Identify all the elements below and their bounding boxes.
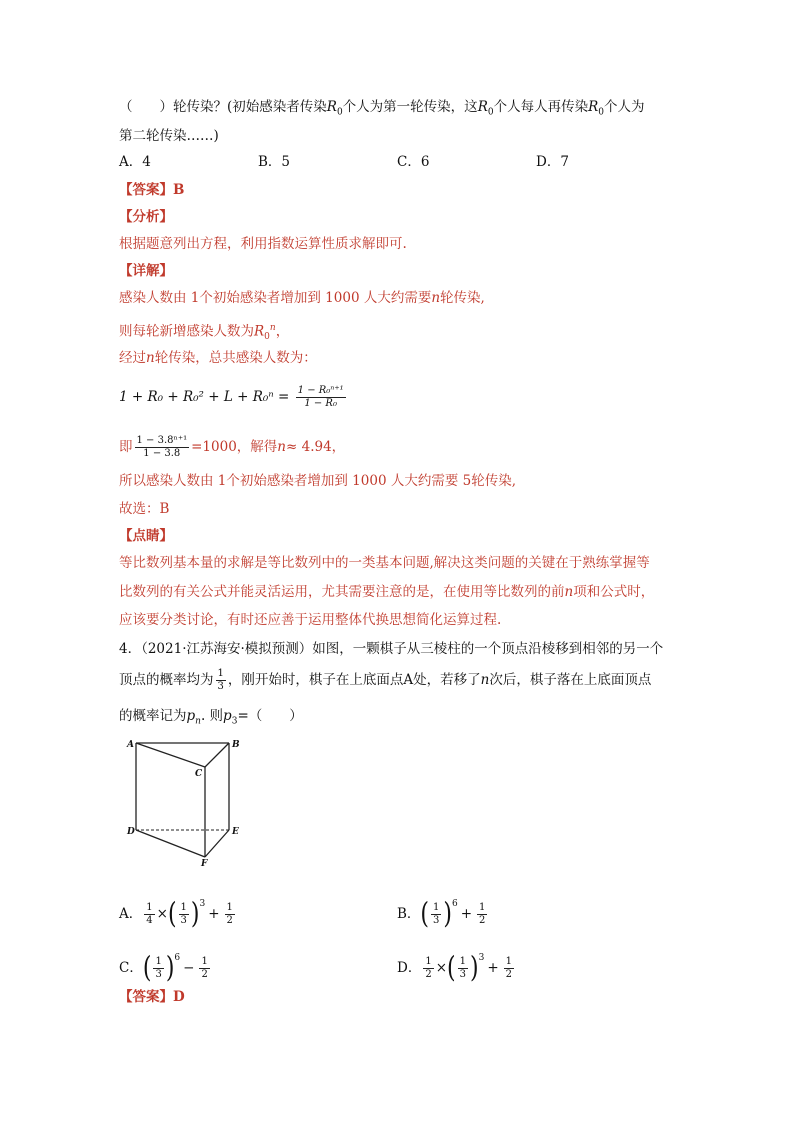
coef-fraction xyxy=(144,902,154,927)
vertex-label-a: A xyxy=(127,740,134,750)
right-paren: ) xyxy=(443,897,452,931)
r0-symbol: R xyxy=(588,99,599,115)
q3-stem-text: 个人为第一轮传染，这 xyxy=(342,99,478,115)
fraction-denominator: 3 xyxy=(217,681,224,692)
q4-option-b xyxy=(397,886,489,931)
q3-stem-text: （ ）轮传染？(初始感染者传染 xyxy=(119,99,327,115)
equation-text: =1000，解得 xyxy=(191,439,278,455)
left-paren: ( xyxy=(447,951,456,985)
vertex-label-b: B xyxy=(232,740,240,750)
q3-option-a: A．4 xyxy=(119,154,151,170)
option-prefix: B． xyxy=(397,906,421,922)
inner-fraction xyxy=(153,956,163,981)
q3-option-b: B．5 xyxy=(258,154,291,170)
fraction-numerator: 1 xyxy=(155,956,162,967)
q4-option-d xyxy=(397,940,516,985)
choose-line: 故选：B xyxy=(119,501,170,517)
comment-text: 项和公式时， xyxy=(573,584,655,600)
comment-text: 比数列的有关公式并能灵活运用，尤其需要注意的是，在使用等比数列的前 xyxy=(119,584,565,600)
n-symbol: n xyxy=(431,290,441,306)
triangular-prism-diagram xyxy=(119,735,249,870)
equation-line xyxy=(119,432,345,462)
fraction-numerator: 1 xyxy=(425,956,432,967)
option-prefix: C． xyxy=(119,960,143,976)
operator: + xyxy=(208,906,220,922)
equation-prefix: 即 xyxy=(119,439,133,455)
q4-text: =（ ） xyxy=(237,708,303,724)
q3-option-c: C．6 xyxy=(397,154,430,170)
inner-fraction xyxy=(458,956,468,981)
fraction-denominator: 2 xyxy=(226,915,233,926)
fraction-numerator: 1 xyxy=(146,902,153,913)
comment-line1: 等比数列基本量的求解是等比数列中的一类基本问题,解决这类问题的关键在于熟练掌握等 xyxy=(119,555,650,571)
q4-line3 xyxy=(119,706,303,732)
right-paren: ) xyxy=(190,897,200,931)
fraction-denominator: 2 xyxy=(201,969,208,980)
exponent: 6 xyxy=(174,953,181,963)
q3-option-d: D．7 xyxy=(536,154,569,170)
times-sign: × xyxy=(156,906,168,922)
right-paren: ) xyxy=(165,951,175,985)
detail-text: 轮传染，总共感染人数为： xyxy=(154,350,317,366)
left-paren: ( xyxy=(142,951,152,985)
fraction-numerator: 1 xyxy=(226,902,233,913)
const-fraction xyxy=(477,902,487,927)
const-fraction xyxy=(199,956,209,981)
left-paren: ( xyxy=(420,897,430,931)
vertex-label-c: C xyxy=(195,769,203,779)
times-sign: × xyxy=(435,960,448,976)
r0-sub: 0 xyxy=(336,107,343,118)
option-prefix: A． xyxy=(119,906,143,922)
p-sub-3: 3 xyxy=(231,716,238,727)
detail-line1 xyxy=(119,288,485,308)
detail-text: 则每轮新增感染人数为 xyxy=(119,323,254,340)
n-symbol: n xyxy=(277,439,286,455)
q4-answer: 【答案】D xyxy=(119,989,185,1005)
r0-symbol: R xyxy=(477,99,488,115)
equation-numerator: 1 − 3.8ⁿ⁺¹ xyxy=(136,435,188,446)
one-third-fraction xyxy=(216,668,226,693)
q3-stem-text: 个人每人再传染 xyxy=(493,99,589,115)
q4-option-a xyxy=(119,886,237,931)
formula-lhs: 1 + R₀ + R₀² + L + R₀ⁿ = xyxy=(119,389,290,405)
q4-text: . 则 xyxy=(200,708,224,724)
q4-text: 次后，棋子落在上底面顶点 xyxy=(489,672,652,688)
q3-stem-text: 个人为 xyxy=(604,99,645,115)
n-symbol: n xyxy=(480,672,490,688)
equation-denominator: 1 − 3.8 xyxy=(143,448,181,459)
q3-stem-line1 xyxy=(119,97,645,123)
equation-text: ≈ 4.94， xyxy=(286,439,346,455)
analysis-heading: 【分析】 xyxy=(119,209,173,225)
n-symbol: n xyxy=(146,350,155,366)
q4-line1: 4．（2021·江苏海安·模拟预测）如图，一颗棋子从三棱柱的一个顶点沿棱移到相邻的另一个 xyxy=(119,641,664,657)
conclusion-line: 所以感染人数由 1个初始感染者增加到 1000 人大约需要 5轮传染, xyxy=(119,473,516,489)
option-prefix: D． xyxy=(397,960,422,976)
fraction-numerator: 1 xyxy=(459,956,466,967)
analysis-text: 根据题意列出方程，利用指数运算性质求解即可. xyxy=(119,236,407,252)
q4-text: 的概率记为 xyxy=(119,708,187,724)
vertex-label-d: D xyxy=(127,827,135,837)
fraction-denominator: 2 xyxy=(505,969,512,980)
fraction-denominator: 3 xyxy=(180,915,187,926)
inner-fraction xyxy=(431,902,441,927)
n-exponent: n xyxy=(269,323,276,333)
q4-text: ，刚开始时，棋子在上底面点A处，若移了 xyxy=(227,672,481,688)
vertex-label-e: E xyxy=(232,827,239,837)
left-paren: ( xyxy=(167,897,177,931)
p-symbol: p xyxy=(223,708,232,724)
detail-text: 轮传染, xyxy=(440,290,485,306)
formula-denominator: 1 − R₀ xyxy=(304,398,337,409)
operator: − xyxy=(183,960,195,976)
r0-sub: 0 xyxy=(598,107,604,118)
fraction-numerator: 1 xyxy=(505,956,512,967)
comment-line2 xyxy=(119,582,654,602)
coef-fraction xyxy=(423,956,433,981)
inner-fraction xyxy=(179,902,189,927)
detail-line2 xyxy=(119,318,289,347)
sum-formula xyxy=(119,380,348,414)
fraction-numerator: 1 xyxy=(433,902,440,913)
q4-option-c xyxy=(119,940,212,985)
operator: + xyxy=(460,906,473,922)
detail-heading: 【详解】 xyxy=(119,263,173,279)
p-sub-n: n xyxy=(195,716,201,727)
r0-sub: 0 xyxy=(264,332,270,343)
fraction-numerator: 1 xyxy=(217,668,224,679)
operator: + xyxy=(487,960,499,976)
const-fraction xyxy=(504,956,514,981)
r0-symbol: R xyxy=(254,323,265,340)
fraction-denominator: 2 xyxy=(425,969,432,980)
const-fraction xyxy=(225,902,235,927)
formula-fraction xyxy=(296,385,346,410)
q3-answer: 【答案】B xyxy=(119,182,185,198)
formula-numerator: 1 − R₀ⁿ⁺¹ xyxy=(297,385,344,396)
exponent: 3 xyxy=(199,899,206,909)
detail-text: ， xyxy=(275,323,290,340)
right-paren: ) xyxy=(469,951,479,985)
comment-line3: 应该要分类讨论，有时还应善于运用整体代换思想简化运算过程. xyxy=(119,612,502,628)
detail-text: 感染人数由 1个初始感染者增加到 1000 人大约需要 xyxy=(119,290,432,306)
fraction-numerator: 1 xyxy=(180,902,187,913)
fraction-numerator: 1 xyxy=(479,902,486,913)
fraction-numerator: 1 xyxy=(201,956,208,967)
fraction-denominator: 2 xyxy=(479,915,486,926)
n-symbol: n xyxy=(564,584,574,600)
detail-line3 xyxy=(119,348,317,368)
fraction-denominator: 3 xyxy=(155,969,162,980)
equation-fraction xyxy=(135,435,190,460)
detail-text: 经过 xyxy=(119,350,146,366)
exponent: 6 xyxy=(451,899,458,909)
comment-heading: 【点睛】 xyxy=(119,528,173,544)
q4-text: 顶点的概率均为 xyxy=(119,672,214,688)
vertex-label-f: F xyxy=(201,859,208,869)
fraction-denominator: 3 xyxy=(433,915,440,926)
exponent: 3 xyxy=(478,953,485,963)
fraction-denominator: 4 xyxy=(146,915,153,926)
r0-symbol: R xyxy=(326,99,337,115)
q4-line2 xyxy=(119,664,651,696)
q3-stem-line2: 第二轮传染……) xyxy=(119,128,219,144)
p-symbol: p xyxy=(186,708,196,724)
r0-sub: 0 xyxy=(487,107,494,118)
fraction-denominator: 3 xyxy=(459,969,466,980)
